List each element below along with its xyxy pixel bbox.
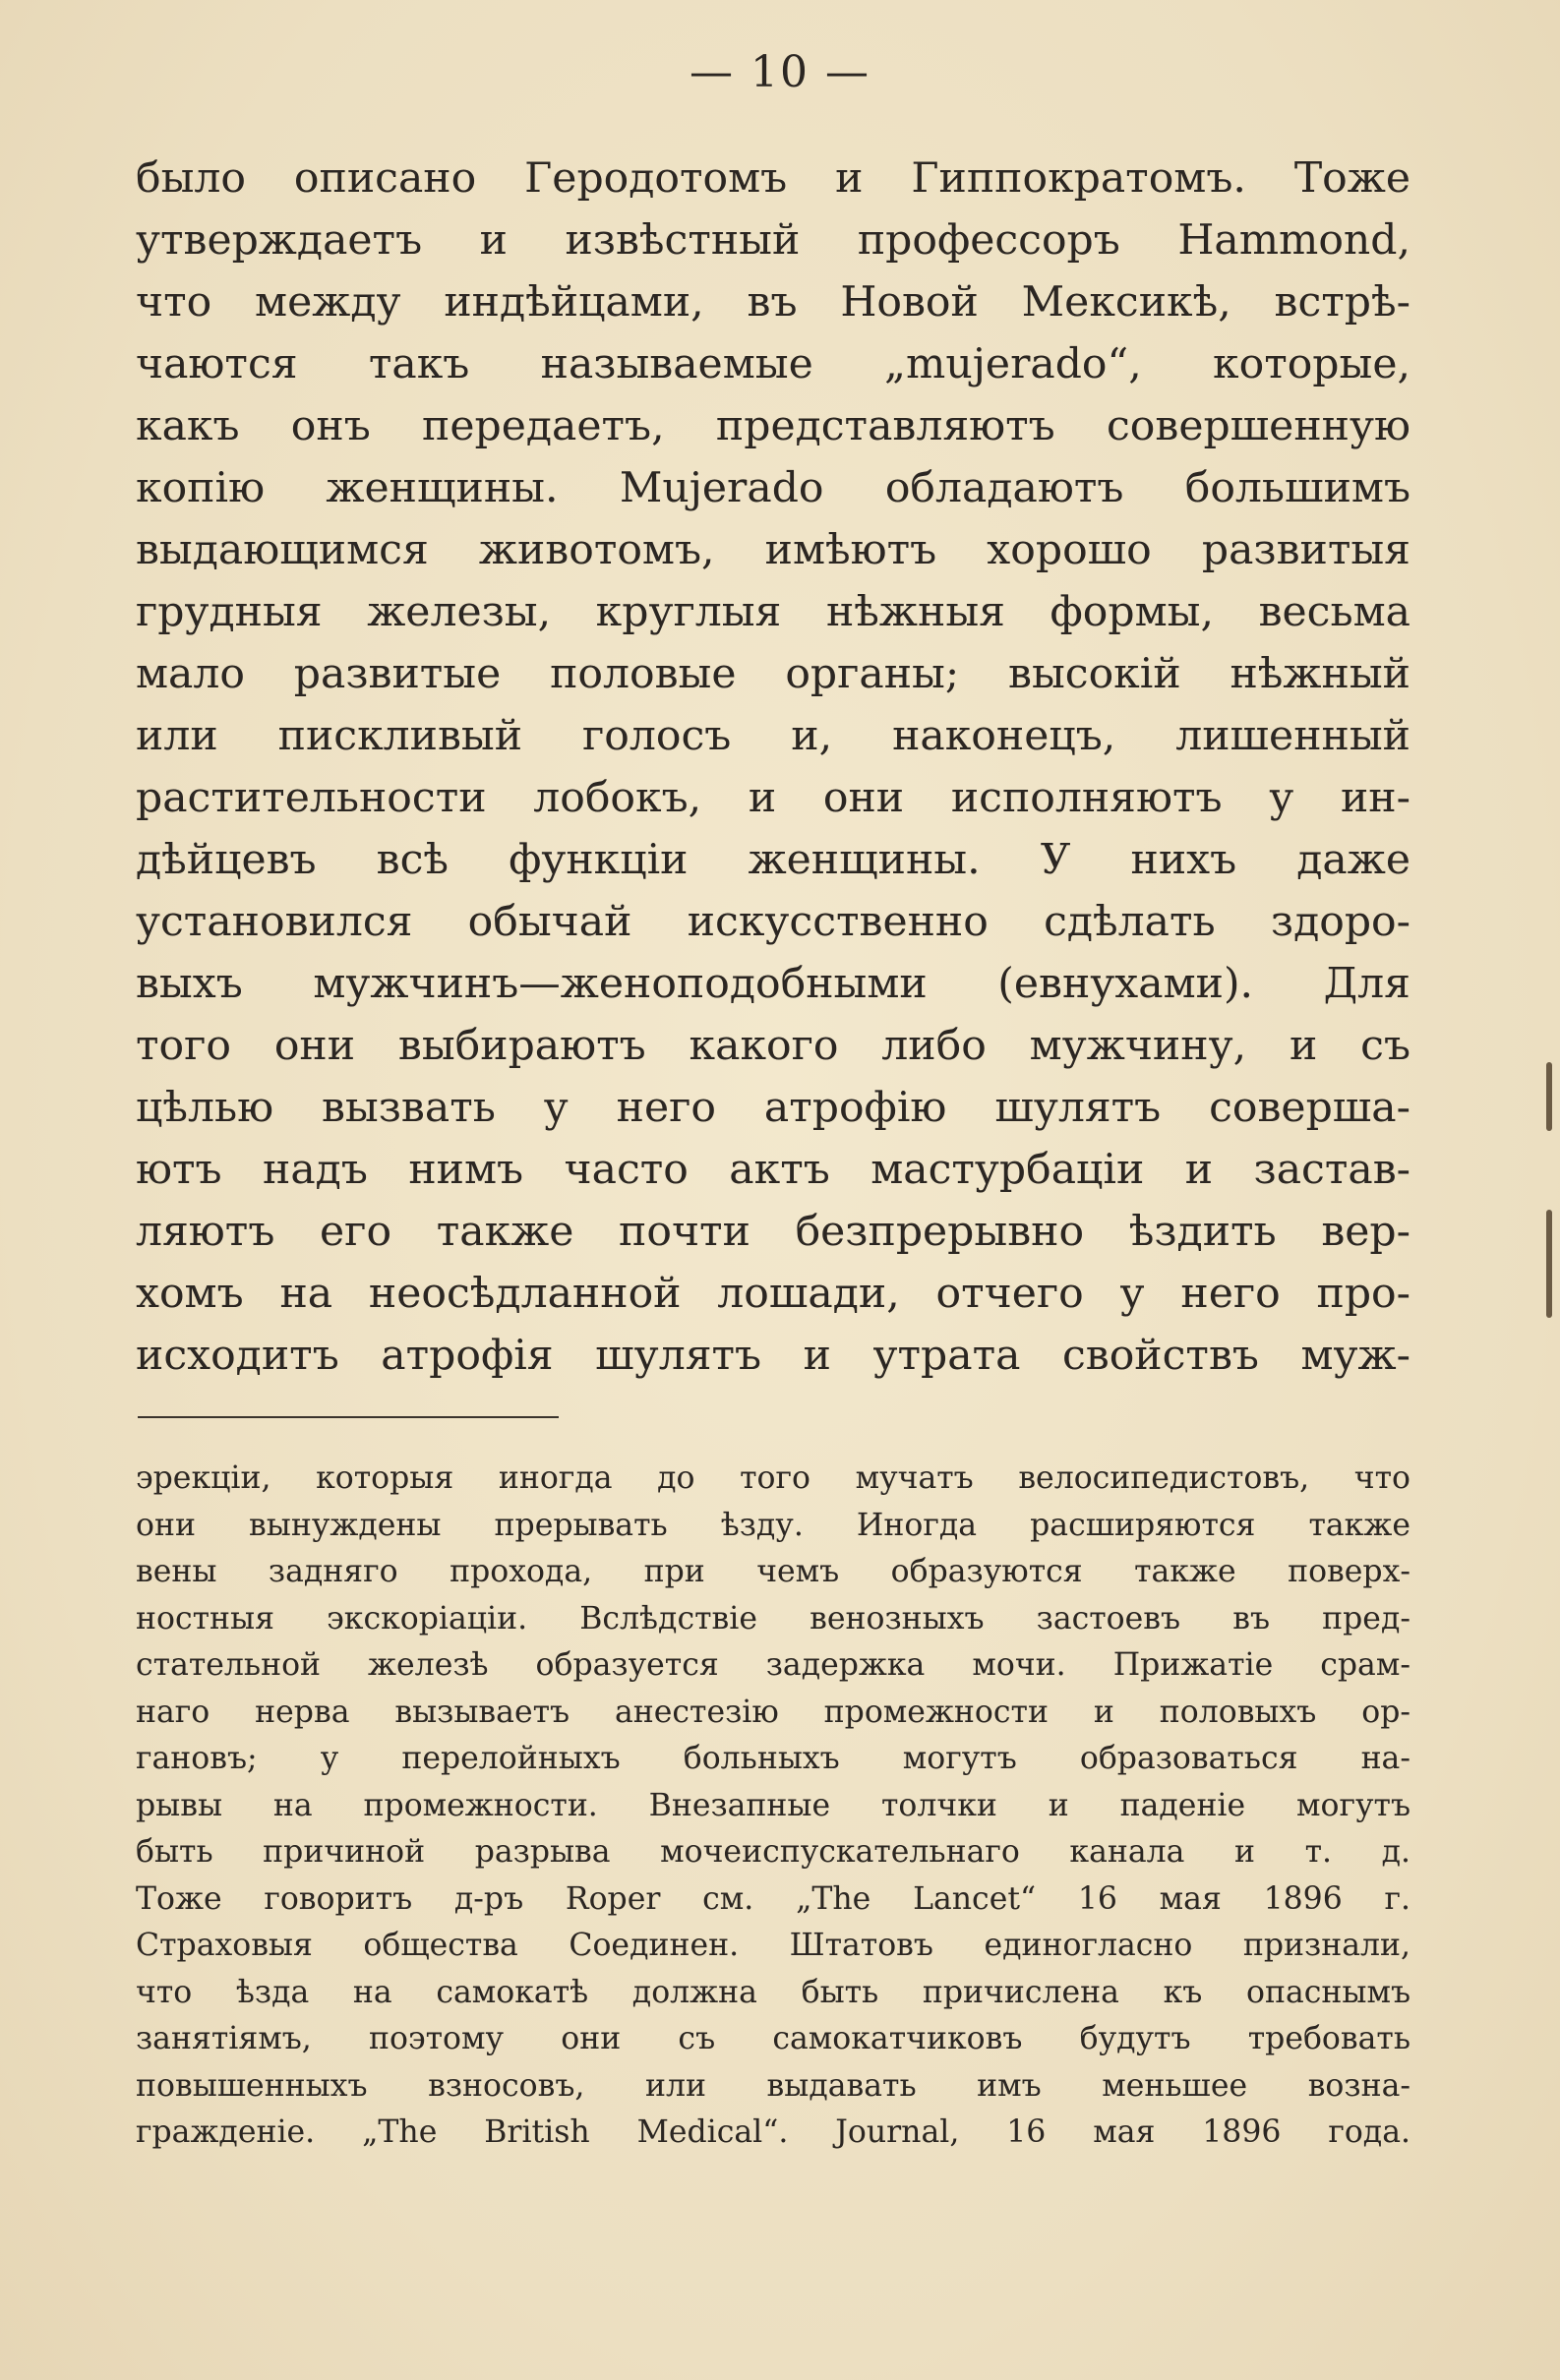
main-text-line: выдающимся животомъ, имѣютъ хорошо развитыя (136, 526, 1410, 574)
footnote-line: вены задняго прохода, при чемъ образуются также поверх- (136, 1554, 1410, 1589)
page-number: — 10 — (690, 47, 870, 97)
page-edge-mark (1546, 1062, 1552, 1131)
main-text-line: дѣйцевъ всѣ функціи женщины. У нихъ даже (136, 836, 1410, 884)
footnote-line: они вынуждены прерывать ѣзду. Иногда расширяются также (136, 1507, 1410, 1543)
main-text-line: что между индѣйцами, въ Новой Мексикѣ, встрѣ- (136, 278, 1410, 327)
footnote-line: Тоже говоритъ д-ръ Roper см. „The Lancet“ 16 мая 1896 г. (136, 1880, 1410, 1917)
footnote-line: наго нерва вызываетъ анестезію промежности и половыхъ ор- (136, 1694, 1410, 1730)
main-text-line: хомъ на неосѣдланной лошади, отчего у него про- (136, 1270, 1410, 1318)
footnote-line: Страховыя общества Соединен. Штатовъ единогласно признали, (136, 1928, 1410, 1963)
page-edge-mark (1546, 1210, 1552, 1318)
main-text-line: мало развитые половые органы; высокій нѣжный (136, 650, 1410, 698)
footnote-line: рывы на промежности. Внезапные толчки и паденіе могутъ (136, 1787, 1410, 1823)
main-text-line: чаются такъ называемые „mujerado“, которые, (136, 340, 1410, 388)
main-text-line: ляютъ его также почти безпрерывно ѣздить вер- (136, 1208, 1410, 1256)
main-text-line: копію женщины. Mujerado обладаютъ большимъ (136, 464, 1410, 512)
footnote-body (136, 1456, 1410, 2157)
footnote-line: ностныя экскоріаціи. Вслѣдствіе венозныхъ застоевъ въ пред- (136, 1600, 1410, 1636)
footnote-line: гановъ; у перелойныхъ больныхъ могутъ образоваться на- (136, 1741, 1410, 1776)
main-text-line: утверждаетъ и извѣстный профессоръ Hammond, (136, 216, 1410, 265)
footnote-line: занятіямъ, поэтому они съ самокатчиковъ будутъ требовать (136, 2021, 1410, 2056)
main-text-line: растительности лобокъ, и они исполняютъ у ин- (136, 774, 1410, 822)
main-text-line: того они выбираютъ какого либо мужчину, и съ (136, 1022, 1410, 1070)
main-text-line: исходитъ атрофія шулятъ и утрата свойствъ муж- (136, 1332, 1410, 1380)
footnote-line: быть причиной разрыва мочеиспускательнаго канала и т. д. (136, 1834, 1410, 1870)
footnote-line: что ѣзда на самокатѣ должна быть причислена къ опаснымъ (136, 1974, 1410, 2010)
main-text-line: выхъ мужчинъ—женоподобными (евнухами). Для (136, 960, 1410, 1008)
main-text-line: цѣлью вызвать у него атрофію шулятъ соверша- (136, 1084, 1410, 1132)
footnote-divider (138, 1416, 559, 1418)
main-text-line: было описано Геродотомъ и Гиппократомъ. Тоже (136, 154, 1410, 203)
footnote-line: гражденіе. „The British Medical“. Journal, 16 мая 1896 года. (136, 2114, 1410, 2150)
footnote-line: стательной железѣ образуется задержка мочи. Прижатіе срам- (136, 1647, 1410, 1683)
main-text-line: или пискливый голосъ и, наконецъ, лишенный (136, 712, 1410, 760)
main-text-line: ютъ надъ нимъ часто актъ мастурбаціи и застав- (136, 1146, 1410, 1194)
footnote-line: эрекціи, которыя иногда до того мучатъ велосипедистовъ, что (136, 1460, 1410, 1496)
main-text-line: установился обычай искусственно сдѣлать здоро- (136, 898, 1410, 946)
footnote-line: повышенныхъ взносовъ, или выдавать имъ меньшее возна- (136, 2067, 1410, 2104)
main-text-line: какъ онъ передаетъ, представляютъ совершенную (136, 402, 1410, 450)
main-text-body (136, 148, 1410, 1387)
main-text-line: грудныя железы, круглыя нѣжныя формы, весьма (136, 588, 1410, 636)
